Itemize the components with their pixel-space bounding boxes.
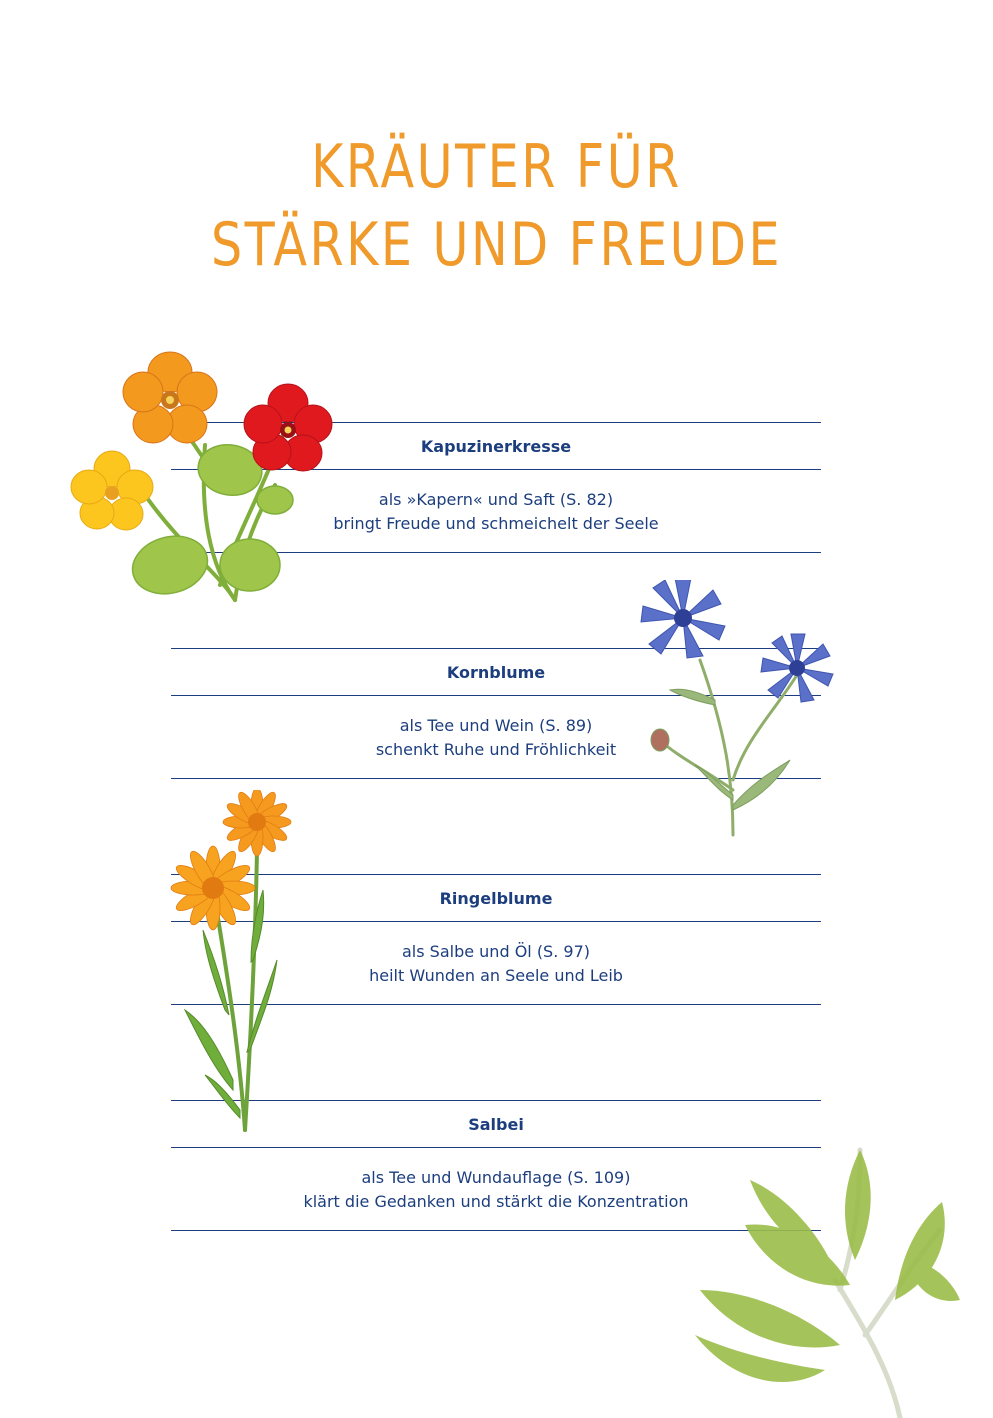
marigold-illustration: [145, 790, 315, 1135]
nasturtium-illustration: [60, 345, 350, 610]
cornflower-head: [641, 580, 725, 658]
marigold-head: [171, 846, 255, 930]
herb-effect: heilt Wunden an Seele und Leib: [369, 966, 623, 985]
herb-effect: bringt Freude und schmeichelt der Seele: [333, 514, 659, 533]
title-line-2: STÄRKE UND FREUDE: [210, 210, 783, 280]
herb-name: Kornblume: [446, 663, 546, 682]
cornflower-illustration: [625, 580, 855, 840]
herb-name: Salbei: [468, 1115, 524, 1134]
herb-usage: als »Kapern« und Saft (S. 82): [378, 490, 614, 509]
sage-illustration: [690, 1140, 993, 1418]
herb-name: Kapuzinerkresse: [420, 437, 572, 456]
yellow-flower: [71, 451, 153, 530]
orange-flower: [123, 352, 217, 443]
herb-usage: als Tee und Wein (S. 89): [399, 716, 593, 735]
herb-effect: schenkt Ruhe und Fröhlichkeit: [375, 740, 617, 759]
herb-effect: klärt die Gedanken und stärkt die Konzentration: [303, 1192, 689, 1211]
herb-name: Ringelblume: [439, 889, 553, 908]
title-line-1: KRÄUTER FÜR: [311, 132, 682, 202]
cornflower-head: [761, 634, 833, 702]
red-flower: [244, 384, 332, 471]
herb-usage: als Salbe und Öl (S. 97): [402, 942, 590, 961]
herb-usage: als Tee und Wundauflage (S. 109): [361, 1168, 631, 1187]
marigold-head: [223, 790, 291, 856]
page-title: [89, 128, 903, 284]
